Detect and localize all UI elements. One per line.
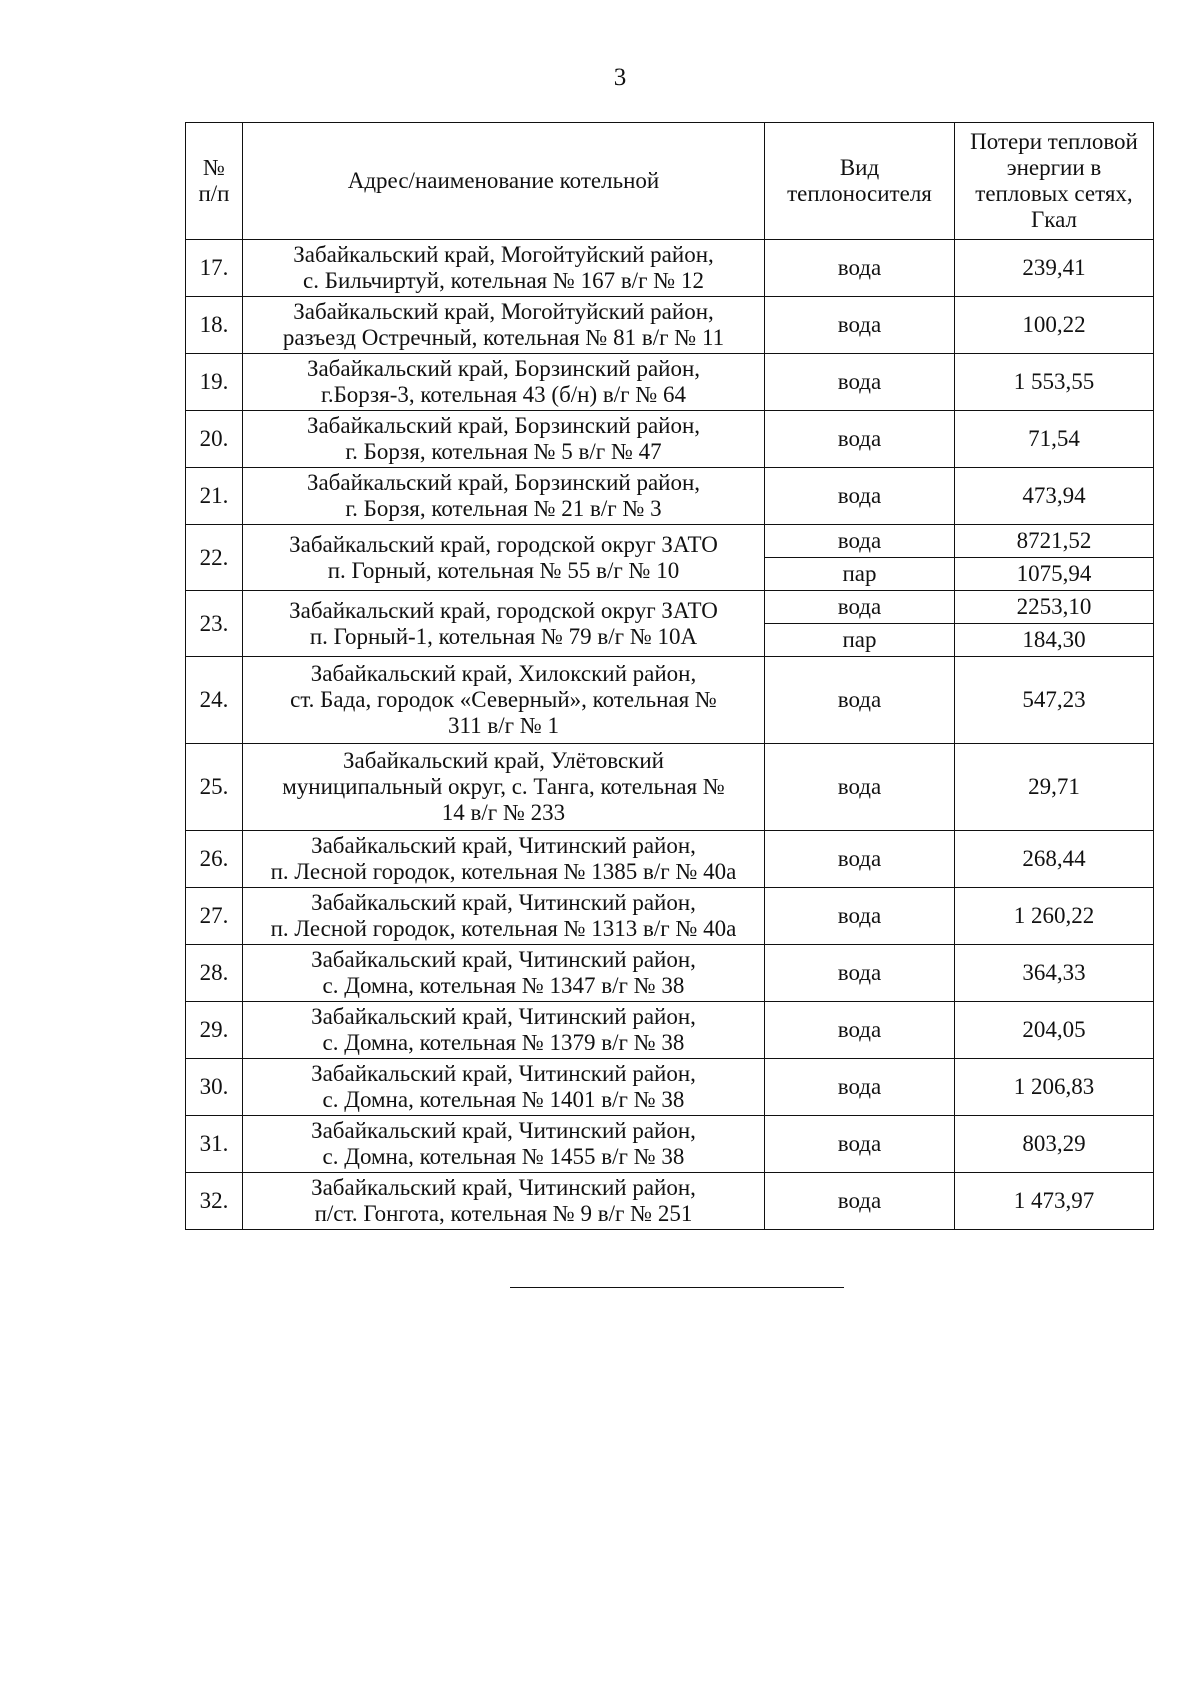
address-line: Забайкальский край, городской округ ЗАТО bbox=[289, 597, 718, 623]
row-loss: 1 260,22 bbox=[955, 888, 1154, 945]
row-number: 29. bbox=[186, 1002, 243, 1059]
closing-rule bbox=[510, 1287, 844, 1288]
table-row bbox=[186, 945, 1154, 1002]
page-number: 3 bbox=[613, 64, 627, 91]
address-line: п. Лесной городок, котельная № 1385 в/г № 40а bbox=[270, 859, 737, 884]
table-row bbox=[186, 297, 1154, 354]
row-loss: 473,94 bbox=[955, 468, 1154, 525]
header-carrier-line: Вид bbox=[839, 155, 880, 180]
address-line: Забайкальский край, Могойтуйский район, bbox=[293, 299, 714, 324]
address-line: Забайкальский край, Читинский район, bbox=[311, 1175, 696, 1200]
row-loss: 1 553,55 bbox=[955, 354, 1154, 411]
header-number-line: п/п bbox=[198, 181, 230, 206]
row-number: 18. bbox=[186, 297, 243, 354]
table-row bbox=[186, 1116, 1154, 1173]
row-address bbox=[243, 525, 765, 591]
row-loss: 1 473,97 bbox=[955, 1173, 1154, 1230]
row-loss: 2253,10 bbox=[955, 591, 1154, 624]
table-row bbox=[186, 591, 1154, 624]
table-header bbox=[186, 123, 1154, 240]
row-loss: 803,29 bbox=[955, 1116, 1154, 1173]
address-line: с. Домна, котельная № 1347 в/г № 38 bbox=[322, 973, 685, 998]
table-body bbox=[186, 240, 1154, 1230]
address-line: Забайкальский край, Борзинский район, bbox=[306, 413, 701, 438]
row-address bbox=[243, 657, 765, 744]
address-line: Забайкальский край, Читинский район, bbox=[311, 1118, 696, 1143]
row-address bbox=[243, 411, 765, 468]
row-address bbox=[243, 1173, 765, 1230]
row-carrier: вода bbox=[765, 945, 955, 1002]
row-loss: 8721,52 bbox=[955, 525, 1154, 558]
table-row bbox=[186, 744, 1154, 831]
row-number: 22. bbox=[186, 525, 243, 591]
row-loss: 268,44 bbox=[955, 831, 1154, 888]
table-row bbox=[186, 657, 1154, 744]
row-loss: 184,30 bbox=[955, 624, 1154, 657]
table-row bbox=[186, 831, 1154, 888]
row-address bbox=[243, 744, 765, 831]
row-address bbox=[243, 1059, 765, 1116]
header-losses-line: тепловых сетях, bbox=[975, 181, 1133, 206]
row-loss: 71,54 bbox=[955, 411, 1154, 468]
header-carrier-line: теплоносителя bbox=[787, 181, 932, 206]
address-line: с. Домна, котельная № 1379 в/г № 38 bbox=[322, 1030, 685, 1055]
address-line: Забайкальский край, Читинский район, bbox=[311, 1061, 696, 1086]
address-line: Забайкальский край, Читинский район, bbox=[311, 890, 696, 915]
address-line: Забайкальский край, Хилокский район, bbox=[310, 661, 697, 686]
address-line: разъезд Остречный, котельная № 81 в/г № 11 bbox=[282, 325, 725, 350]
address-line: с. Домна, котельная № 1401 в/г № 38 bbox=[322, 1087, 685, 1112]
row-loss: 547,23 bbox=[955, 657, 1154, 744]
address-line: 311 в/г № 1 bbox=[447, 713, 560, 738]
row-carrier: вода bbox=[765, 525, 955, 558]
row-carrier: вода bbox=[765, 354, 955, 411]
row-carrier: вода bbox=[765, 1059, 955, 1116]
row-number: 17. bbox=[186, 240, 243, 297]
row-number: 27. bbox=[186, 888, 243, 945]
row-carrier: вода bbox=[765, 468, 955, 525]
header-losses-line: Гкал bbox=[1030, 207, 1077, 232]
address-line: Забайкальский край, Могойтуйский район, bbox=[293, 242, 714, 267]
address-line: 14 в/г № 233 bbox=[441, 800, 566, 825]
row-carrier: вода bbox=[765, 888, 955, 945]
address-line: п. Лесной городок, котельная № 1313 в/г № 40а bbox=[270, 916, 737, 941]
row-number: 19. bbox=[186, 354, 243, 411]
address-line: Забайкальский край, Борзинский район, bbox=[306, 470, 701, 495]
header-number bbox=[186, 123, 243, 240]
address-line: Забайкальский край, Читинский район, bbox=[311, 1004, 696, 1029]
header-address-line: Адрес/наименование котельной bbox=[347, 168, 660, 193]
row-number: 24. bbox=[186, 657, 243, 744]
header-address bbox=[243, 123, 765, 240]
table-row bbox=[186, 411, 1154, 468]
row-number: 25. bbox=[186, 744, 243, 831]
address-line: п/ст. Гонгота, котельная № 9 в/г № 251 bbox=[314, 1201, 693, 1226]
row-address bbox=[243, 1116, 765, 1173]
address-line: п. Горный, котельная № 55 в/г № 10 bbox=[327, 557, 680, 583]
row-carrier: пар bbox=[765, 558, 955, 591]
row-number: 32. bbox=[186, 1173, 243, 1230]
address-line: Забайкальский край, городской округ ЗАТО bbox=[289, 531, 718, 557]
address-line: с. Бильчиртуй, котельная № 167 в/г № 12 bbox=[303, 268, 704, 293]
boiler-losses-table bbox=[185, 122, 1154, 1230]
header-carrier bbox=[765, 123, 955, 240]
row-address bbox=[243, 240, 765, 297]
address-line: с. Домна, котельная № 1455 в/г № 38 bbox=[322, 1144, 685, 1169]
address-line: Забайкальский край, Борзинский район, bbox=[306, 356, 701, 381]
row-loss: 364,33 bbox=[955, 945, 1154, 1002]
row-address bbox=[243, 297, 765, 354]
row-number: 28. bbox=[186, 945, 243, 1002]
row-loss: 204,05 bbox=[955, 1002, 1154, 1059]
row-loss: 1 206,83 bbox=[955, 1059, 1154, 1116]
table-row bbox=[186, 1173, 1154, 1230]
address-line: г.Борзя-3, котельная 43 (б/н) в/г № 64 bbox=[320, 382, 687, 407]
row-loss: 29,71 bbox=[955, 744, 1154, 831]
address-line: п. Горный-1, котельная № 79 в/г № 10А bbox=[309, 623, 698, 649]
header-losses bbox=[955, 123, 1154, 240]
row-number: 26. bbox=[186, 831, 243, 888]
address-line: муниципальный округ, с. Танга, котельная № bbox=[282, 774, 725, 799]
table-row bbox=[186, 1059, 1154, 1116]
row-number: 23. bbox=[186, 591, 243, 657]
row-carrier: вода bbox=[765, 240, 955, 297]
row-carrier: вода bbox=[765, 297, 955, 354]
row-carrier: пар bbox=[765, 624, 955, 657]
row-number: 20. bbox=[186, 411, 243, 468]
table-row bbox=[186, 888, 1154, 945]
row-carrier: вода bbox=[765, 744, 955, 831]
row-address bbox=[243, 354, 765, 411]
row-number: 21. bbox=[186, 468, 243, 525]
table-row bbox=[186, 525, 1154, 558]
address-line: г. Борзя, котельная № 5 в/г № 47 bbox=[345, 439, 662, 464]
address-line: ст. Бада, городок «Северный», котельная № bbox=[290, 687, 717, 712]
row-number: 30. bbox=[186, 1059, 243, 1116]
table-row bbox=[186, 354, 1154, 411]
row-loss: 1075,94 bbox=[955, 558, 1154, 591]
row-carrier: вода bbox=[765, 1002, 955, 1059]
row-address bbox=[243, 468, 765, 525]
row-address bbox=[243, 1002, 765, 1059]
address-line: Забайкальский край, Читинский район, bbox=[311, 947, 696, 972]
row-address bbox=[243, 591, 765, 657]
row-loss: 239,41 bbox=[955, 240, 1154, 297]
row-carrier: вода bbox=[765, 1173, 955, 1230]
row-carrier: вода bbox=[765, 411, 955, 468]
header-losses-line: Потери тепловой bbox=[970, 129, 1138, 154]
address-line: Забайкальский край, Читинский район, bbox=[311, 833, 696, 858]
row-address bbox=[243, 945, 765, 1002]
address-line: г. Борзя, котельная № 21 в/г № 3 bbox=[345, 496, 662, 521]
row-loss: 100,22 bbox=[955, 297, 1154, 354]
row-carrier: вода bbox=[765, 831, 955, 888]
row-carrier: вода bbox=[765, 657, 955, 744]
row-number: 31. bbox=[186, 1116, 243, 1173]
row-carrier: вода bbox=[765, 1116, 955, 1173]
address-line: Забайкальский край, Улётовский bbox=[343, 748, 664, 773]
row-address bbox=[243, 831, 765, 888]
row-carrier: вода bbox=[765, 591, 955, 624]
table-row bbox=[186, 240, 1154, 297]
table-row bbox=[186, 1002, 1154, 1059]
row-address bbox=[243, 888, 765, 945]
header-losses-line: энергии в bbox=[1006, 155, 1102, 180]
header-number-line: № bbox=[203, 155, 225, 180]
table-row bbox=[186, 468, 1154, 525]
